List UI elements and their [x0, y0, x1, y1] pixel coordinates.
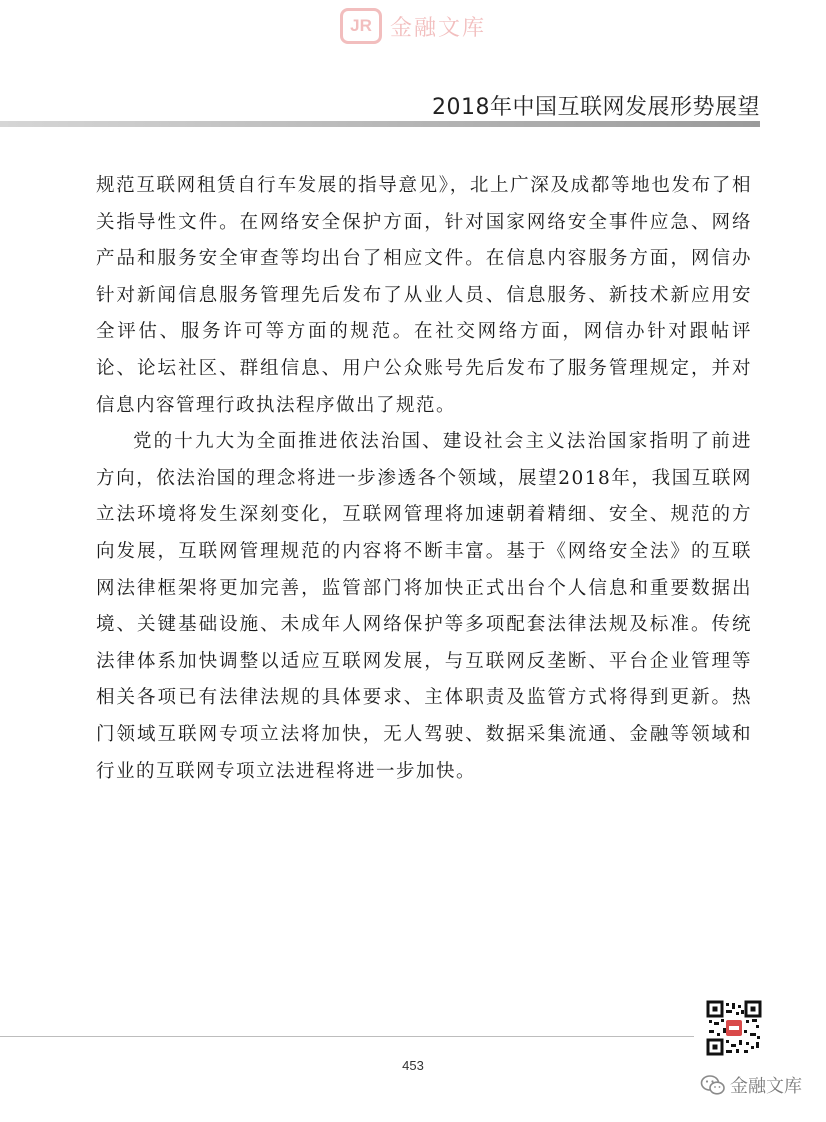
wechat-account	[700, 1072, 802, 1098]
paragraph-1: 规范互联网租赁自行车发展的指导意见》，北上广深及成都等地也发布了相关指导性文件。在网络安全保护方面，针对国家网络安全事件应急、网络产品和服务安全审查等均出台了相应文件。在信息内容服务方面，网信办针对新闻信息服务管理先后发布了从业人员、信息服务、新技术新应用安全评估、服务许可等方面的规范。在社交网络方面，网信办针对跟帖评论、论坛社区、群组信息、用户公众账号先后发布了服务管理规定，并对信息内容管理行政执法程序做出了规范。	[96, 175, 752, 416]
watermark-logo	[340, 8, 382, 44]
wechat-icon	[700, 1074, 726, 1096]
footer-divider	[0, 1036, 694, 1037]
header-divider	[0, 121, 760, 127]
page-number: 453	[402, 1058, 424, 1073]
watermark	[0, 8, 826, 44]
paragraph-2: 党的十九大为全面推进依法治国、建设社会主义法治国家指明了前进方向，依法治国的理念将进一步渗透各个领域，展望2018年，我国互联网立法环境将发生深刻变化，互联网管理将加速朝着精细、安全、规范的方向发展，互联网管理规范的内容将不断丰富。基于《网络安全法》的互联网法律框架将更加完善，监管部门将加快正式出台个人信息和重要数据出境、关键基础设施、未成年人网络保护等多项配套法律法规及标准。传统法律体系加快调整以适应互联网发展，与互联网反垄断、平台企业管理等相关各项已有法律法规的具体要求、主体职责及监管方式将得到更新。热门领域互联网专项立法将加快，无人驾驶、数据采集流通、金融等领域和行业的互联网专项立法进程将进一步加快。	[96, 431, 752, 782]
watermark-text: 金融文库	[389, 15, 486, 41]
body-text	[96, 168, 752, 790]
watermark-logo-letters: JR	[350, 16, 372, 35]
page-header-title: 2018年中国互联网发展形势展望	[432, 95, 760, 120]
wechat-account-name: 金融文库	[730, 1076, 802, 1097]
qr-code-icon	[706, 1000, 762, 1056]
